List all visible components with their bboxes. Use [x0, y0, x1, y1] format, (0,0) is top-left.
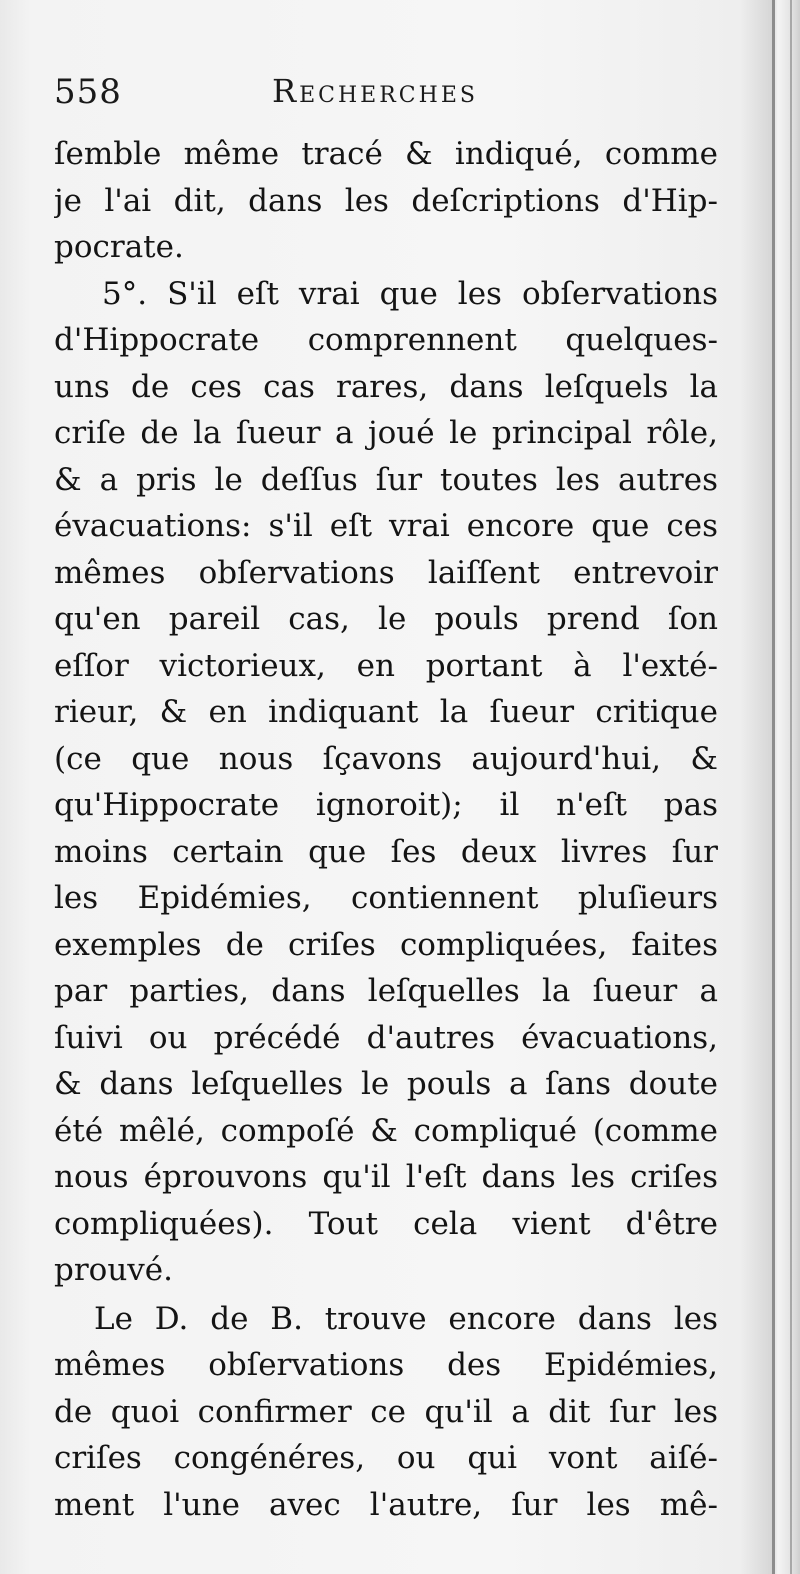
text-line: mêmes obſervations des Epidémies, — [54, 1347, 718, 1383]
text-line: prouvé. — [54, 1252, 174, 1288]
text-line: moins certain que ſes deux livres ſur — [54, 833, 718, 870]
text-line: qu'en pareil cas, le pouls prend ſon — [54, 601, 718, 637]
text-line: évacuations: s'il eſt vrai encore que ces — [54, 508, 718, 544]
text-line: mêmes obſervations laiſſent entrevoir — [54, 554, 718, 591]
text-line: exemples de criſes compliquées, faites — [54, 926, 718, 963]
text-line: & a pris le deſſus ſur toutes les autres — [54, 461, 718, 498]
running-head — [54, 72, 774, 122]
text-line: par parties, dans leſquelles la ſueur a — [54, 973, 718, 1009]
text-line: 5°. S'il eſt vrai que les obſervations — [102, 275, 718, 312]
text-line: je l'ai dit, dans les deſcriptions d'Hip- — [54, 182, 718, 219]
text-line: (ce que nous ſçavons aujourd'hui, & — [54, 740, 718, 777]
page-edge — [772, 0, 775, 1574]
text-line: d'Hippocrate comprennent quelques- — [54, 322, 718, 358]
page-number: 558 — [54, 72, 122, 112]
text-line: les Epidémies, contiennent pluſieurs — [54, 880, 718, 916]
text-line: compliquées). Tout cela vient d'être — [54, 1205, 718, 1242]
text-line: été mêlé, compoſé & compliqué (comme — [54, 1112, 718, 1149]
text-line: ment l'une avec l'autre, ſur les mê- — [54, 1486, 718, 1523]
text-line: & dans leſquelles le pouls a ſans doute — [54, 1066, 718, 1102]
text-line: criſes congénéres, ou qui vont aiſé- — [54, 1440, 718, 1476]
text-line: qu'Hippocrate ignoroit); il n'eſt pas — [54, 787, 718, 823]
text-line: de quoi confirmer ce qu'il a dit ſur les — [54, 1393, 718, 1430]
text-line: Le D. de B. trouve encore dans les — [94, 1300, 718, 1337]
text-line: ſemble même tracé & indiqué, comme — [54, 136, 718, 172]
text-line: ſuivi ou précédé d'autres évacuations, — [54, 1019, 718, 1056]
text-line: rieur, & en indiquant la ſueur critique — [54, 694, 718, 730]
text-line: nous éprouvons qu'il l'eſt dans les criſes — [54, 1159, 718, 1195]
text-line: pocrate. — [54, 229, 184, 265]
running-title: Recherches — [272, 72, 478, 110]
page-edge — [790, 0, 792, 1574]
text-line: criſe de la ſueur a joué le principal rôle, — [54, 415, 718, 451]
body-text — [54, 131, 718, 1528]
text-line: uns de ces cas rares, dans leſquels la — [54, 368, 718, 405]
text-line: eſſor victorieux, en portant à l'exté- — [54, 647, 718, 684]
